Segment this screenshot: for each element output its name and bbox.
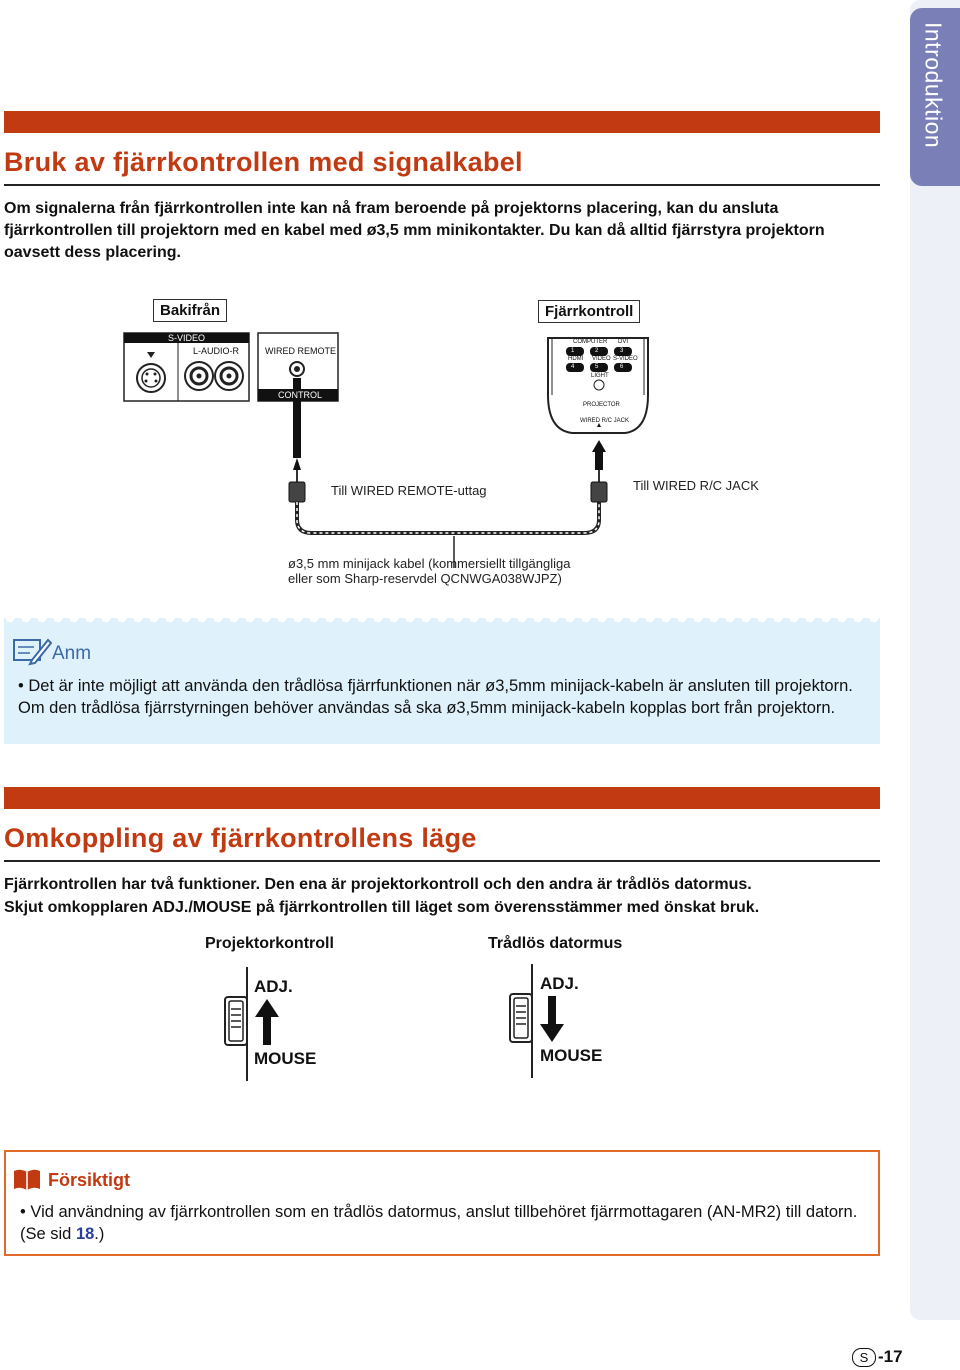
cable-description-line1: ø3,5 mm minijack kabel (kommersiellt tillgängliga (288, 556, 571, 571)
switch-top-label: ADJ. (254, 977, 293, 996)
remote-button-hdmi[interactable]: 4 (571, 364, 575, 370)
cable-description-line2: eller som Sharp-reservdel QCNWGA038WJPZ) (288, 571, 562, 586)
bullet: • (18, 677, 29, 695)
caution-text (20, 1201, 870, 1245)
section-bar (4, 787, 880, 809)
section-title: Bruk av fjärrkontrollen med signalkabel (4, 147, 523, 177)
page-number (852, 1347, 903, 1367)
pencil-icon (12, 634, 52, 666)
remote-button-computer1[interactable]: 1 (571, 348, 575, 354)
switch-top-label: ADJ. (540, 974, 579, 993)
control-label: CONTROL (278, 390, 323, 400)
remote-button-computer2[interactable]: 2 (595, 348, 599, 354)
remote-projector-label: PROJECTOR (583, 402, 620, 408)
remote-label: Fjärrkontroll (538, 300, 640, 323)
svideo-label: S-VIDEO (168, 333, 206, 343)
note-title: Anm (52, 643, 92, 664)
note-body: Det är inte möjligt att använda den trådlösa fjärrfunktionen när ø3,5mm minijack-kabeln är ansluten till projektorn. Om den trådlösa fjärrstyrningen behöver användas så ska ø3,5mm minijack-kabeln kopplas bort från projektorn. (18, 677, 853, 717)
section-intro-line2: Skjut omkopplaren ADJ./MOUSE på fjärrkontrollen till läget som överensstämmer med önskat bruk. (4, 899, 760, 916)
minijack-cable (297, 502, 599, 533)
note-dotted-border (4, 612, 880, 624)
wireless-mouse-heading: Trådlös datormus (488, 935, 623, 952)
caution-body: Vid användning av fjärrkontrollen som en trådlös datormus, anslut tillbehöret fjärrmottagaren (AN-MR2) till datorn. (Se sid (20, 1203, 858, 1243)
switch-bottom-label: MOUSE (254, 1049, 317, 1068)
to-wired-remote-label: Till WIRED REMOTE-uttag (331, 483, 487, 498)
remote-computer-label: COMPUTER (573, 339, 608, 345)
arrow-down-icon (540, 996, 564, 1042)
projector-control-heading: Projektorkontroll (205, 935, 334, 952)
connection-diagram (0, 0, 900, 620)
section-title: Omkoppling av fjärrkontrollens läge (4, 823, 477, 853)
remote-button-svideo[interactable]: 6 (620, 364, 624, 370)
caution-title: Försiktigt (48, 1170, 131, 1190)
bullet: • (20, 1203, 31, 1221)
section-intro: Om signalerna från fjärrkontrollen inte kan nå fram beroende på projektorns placering, kan du ansluta fjärrkontrollen till projektorn med en kabel med ø3,5 mm minikontakter. Du kan då alltid fjärrstyra projektorn oavsett dess placering. (4, 200, 825, 261)
remote-wired-jack-label: WIRED R/C JACK (580, 418, 630, 424)
remote-video-label: VIDEO (592, 356, 611, 362)
language-circle-icon: S (852, 1348, 876, 1367)
to-wired-rc-label: Till WIRED R/C JACK (633, 478, 759, 493)
page-reference-link[interactable]: 18 (75, 1225, 95, 1243)
side-margin-strip (910, 0, 960, 1320)
remote-svideo-label: S-VIDEO (613, 356, 638, 362)
rear-view-label: Bakifrån (153, 299, 227, 322)
remote-dvi-label: DVI (618, 339, 629, 345)
section-rule (4, 860, 880, 862)
remote-light-label: LIGHT (591, 373, 609, 379)
remote-hdmi-label: HDMI (568, 356, 584, 362)
remote-button-dvi[interactable]: 3 (620, 348, 624, 354)
switch-bottom-label: MOUSE (540, 1046, 603, 1065)
section-intro-line1: Fjärrkontrollen har två funktioner. Den ena är projektorkontroll och den andra är trådlös datormus. (4, 876, 752, 893)
wired-remote-label: WIRED REMOTE (265, 346, 336, 356)
chapter-tab-label: Introduktion (920, 22, 947, 149)
caution-body-end: .) (94, 1225, 105, 1243)
arrow-up-icon (255, 999, 279, 1045)
audio-label: L-AUDIO-R (193, 346, 240, 356)
remote-button-video[interactable]: 5 (595, 364, 599, 370)
note-text (18, 675, 876, 719)
book-icon (12, 1168, 42, 1192)
page-number-text: -17 (878, 1347, 903, 1366)
